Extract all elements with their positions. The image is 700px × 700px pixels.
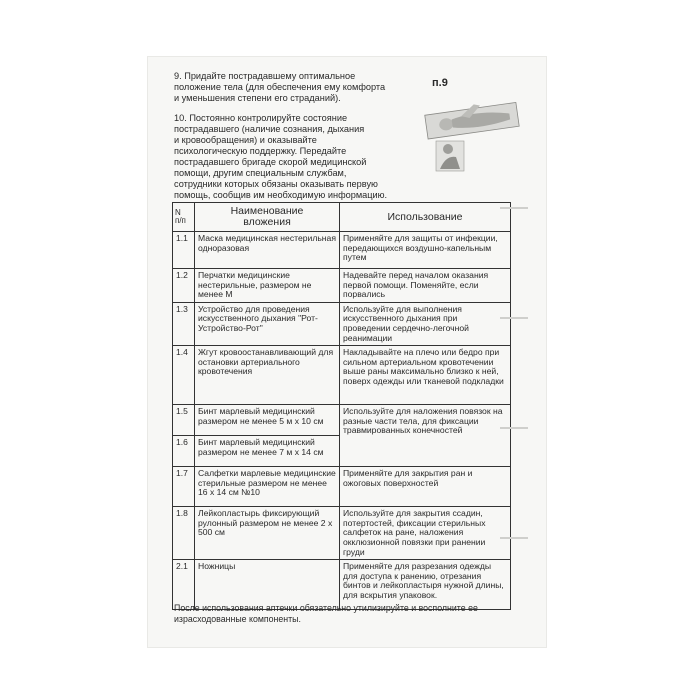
row-item-usage: Надевайте перед началом оказания первой помощи. Поменяйте, если порвались — [340, 269, 511, 303]
bleed-through-mark — [500, 207, 528, 209]
recovery-position-illustration — [418, 91, 522, 177]
row-item-usage: Используйте для закрытия ссадин, потертостей, фиксации стерильных салфеток на ране, наложения окклюзионной повязки при ранении груди — [340, 507, 511, 560]
table-row — [173, 405, 511, 436]
row-number: 1.4 — [173, 346, 195, 405]
kit-contents-table — [172, 202, 511, 610]
table-row — [173, 507, 511, 560]
row-item-usage: Применяйте для разрезания одежды для доступа к ранению, отрезания бинтов и лейкопластыря нужной длины, для вскрытия упаковок. — [340, 560, 511, 610]
row-item-usage: Применяйте для закрытия ран и ожоговых поверхностей — [340, 467, 511, 507]
row-item-name: Перчатки медицинские нестерильные, размером не менее М — [195, 269, 340, 303]
row-item-name: Маска медицинская нестерильная одноразовая — [195, 232, 340, 269]
table-row — [173, 346, 511, 405]
table-row — [173, 269, 511, 303]
bleed-through-mark — [500, 317, 528, 319]
row-number: 1.2 — [173, 269, 195, 303]
row-number: 1.6 — [173, 436, 195, 467]
row-item-name: Бинт марлевый медицинский размером не менее 5 м х 10 см — [195, 405, 340, 436]
header-number: N п/п — [173, 203, 195, 232]
table-row — [173, 467, 511, 507]
row-number: 1.3 — [173, 302, 195, 345]
row-number: 1.7 — [173, 467, 195, 507]
row-item-usage: Используйте для наложения повязок на разные части тела, для фиксации травмированных конечностей — [340, 405, 511, 467]
table-row — [173, 232, 511, 269]
row-item-name: Устройство для проведения искусственного дыхания "Рот-Устройство-Рот" — [195, 302, 340, 345]
bleed-through-mark — [500, 427, 528, 429]
row-item-name: Жгут кровоостанавливающий для остановки артериального кровотечения — [195, 346, 340, 405]
instruction-item-10: 10. Постоянно контролируйте состояние пострадавшего (наличие сознания, дыхания и кровообращения) и оказывайте психологическую поддержку. Передайте пострадавшего бригаде скорой медицинской помощи, другим специальным службам, сотрудники которых обязаны оказывать первую помощь, сообщив им необходимую информацию. — [174, 113, 388, 200]
bleed-through-mark — [500, 537, 528, 539]
row-item-name: Бинт марлевый медицинский размером не менее 7 м х 14 см — [195, 436, 340, 467]
step-label: п.9 — [432, 77, 448, 89]
row-number: 1.5 — [173, 405, 195, 436]
row-number: 1.1 — [173, 232, 195, 269]
row-item-usage: Используйте для выполнения искусственного дыхания при проведении сердечно-легочной реанимации — [340, 302, 511, 345]
table-row — [173, 302, 511, 345]
header-usage: Использование — [340, 203, 511, 232]
row-item-usage: Применяйте для защиты от инфекции, передающихся воздушно-капельным путем — [340, 232, 511, 269]
row-item-name: Лейкопластырь фиксирующий рулонный размером не менее 2 х 500 см — [195, 507, 340, 560]
row-item-name: Салфетки марлевые медицинские стерильные размером не менее 16 х 14 см №10 — [195, 467, 340, 507]
table-header-row — [173, 203, 511, 232]
row-number: 2.1 — [173, 560, 195, 610]
instruction-sheet — [148, 57, 546, 647]
footer-note: После использования аптечки обязательно утилизируйте и восполните ее израсходованные компоненты. — [174, 603, 478, 624]
row-item-name: Ножницы — [195, 560, 340, 610]
instruction-item-9: 9. Придайте пострадавшему оптимальное положение тела (для обеспечения ему комфорта и уменьшения степени его страданий). — [174, 71, 386, 103]
row-number: 1.8 — [173, 507, 195, 560]
header-name: Наименование вложения — [195, 203, 340, 232]
row-item-usage: Накладывайте на плечо или бедро при сильном артериальном кровотечении выше раны максимально близко к ней, поверх одежды или тканевой подкладки — [340, 346, 511, 405]
